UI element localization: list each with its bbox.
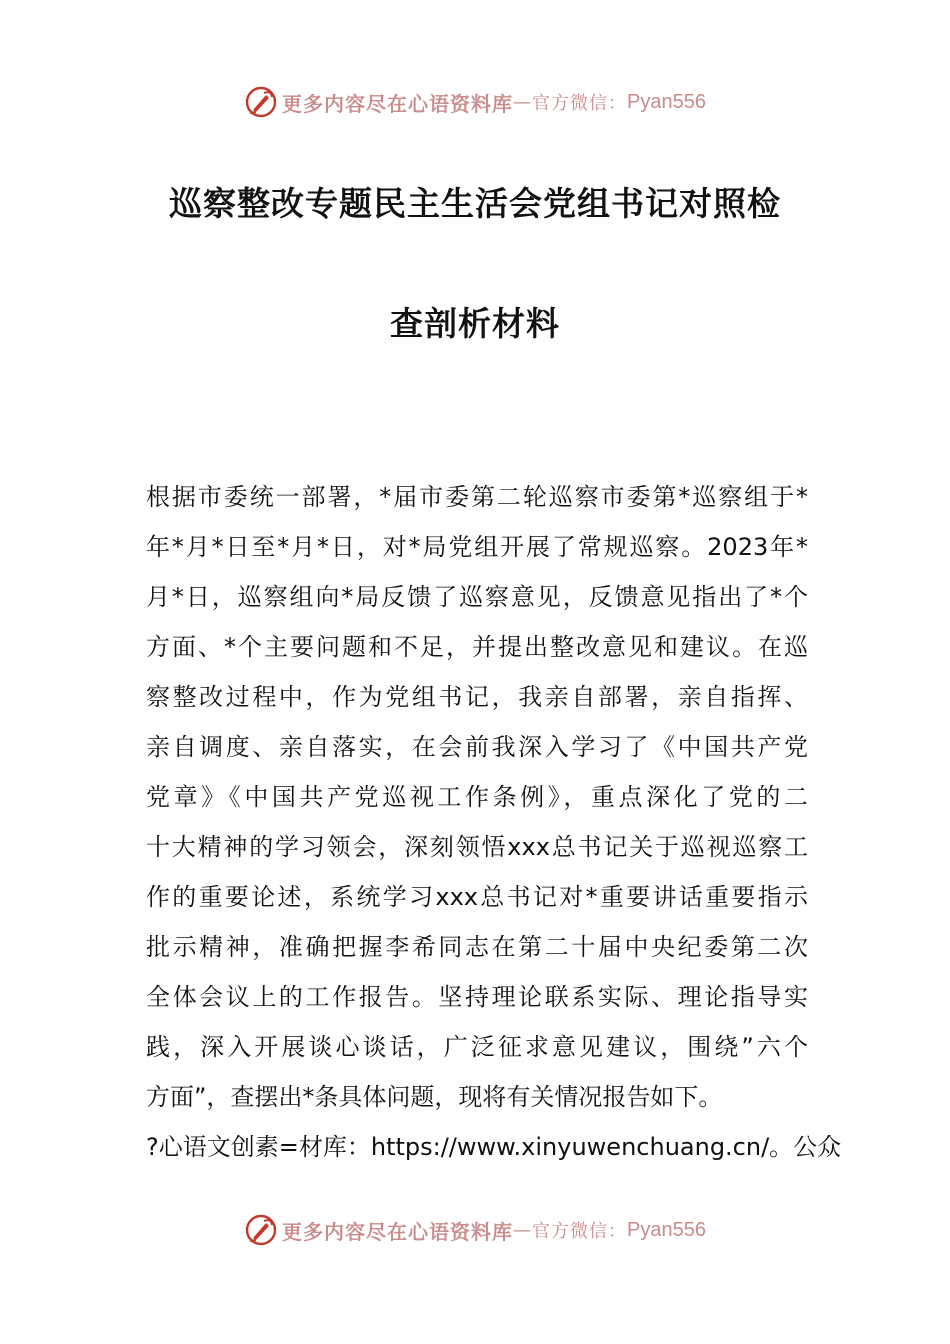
- banner-dash: —: [513, 91, 533, 113]
- body-line: 党章》《中国共产党巡视工作条例》，重点深化了党的二: [146, 783, 808, 811]
- body-line: 察整改过程中，作为党组书记，我亲自部署，亲自指挥、: [146, 683, 808, 711]
- body-paragraph: [146, 472, 842, 1172]
- banner-main-text: 更多内容尽在心语资料库: [282, 91, 514, 116]
- body-line: 月*日，巡察组向*局反馈了巡察意见，反馈意见指出了*个: [146, 583, 808, 611]
- banner-account: Pyan556: [627, 1218, 706, 1241]
- pen-logo-icon: [244, 85, 278, 119]
- document-title-line-1: 巡察整改专题民主生活会党组书记对照检: [169, 184, 781, 223]
- body-line: 亲自调度、亲自落实，在会前我深入学习了《中国共产党: [146, 733, 808, 761]
- source-link-line: ?心语文创素=材库：https://www.xinyuwenchuang.cn/。公众: [146, 1133, 842, 1161]
- body-line: 方面、*个主要问题和不足，并提出整改意见和建议。在巡: [146, 633, 808, 661]
- body-line: 十大精神的学习领会，深刻领悟xxx总书记关于巡视巡察工: [146, 833, 808, 861]
- footer-watermark-banner: [0, 1210, 950, 1250]
- banner-dash: —: [513, 1219, 533, 1241]
- body-line: 批示精神，准确把握李希同志在第二十届中央纪委第二次: [146, 933, 808, 961]
- document-title-line-2: 查剖析材料: [390, 304, 560, 343]
- banner-sub-text: 官方微信：: [532, 93, 628, 114]
- pen-logo-icon: [244, 1213, 278, 1247]
- body-line: 全体会议上的工作报告。坚持理论联系实际、理论指导实: [146, 983, 808, 1011]
- body-line: 根据市委统一部署，*届市委第二轮巡察市委第*巡察组于*: [146, 483, 808, 511]
- banner-account: Pyan556: [627, 90, 706, 113]
- body-line: 践，深入开展谈心谈话，广泛征求意见建议，围绕”六个: [146, 1033, 808, 1061]
- banner-main-text: 更多内容尽在心语资料库: [282, 1219, 514, 1244]
- body-line: 年*月*日至*月*日，对*局党组开展了常规巡察。2023年*: [146, 533, 808, 561]
- body-line: 作的重要论述，系统学习xxx总书记对*重要讲话重要指示: [146, 883, 808, 911]
- banner-sub-text: 官方微信：: [532, 1221, 628, 1242]
- body-line: 方面”，查摆出*条具体问题，现将有关情况报告如下。: [146, 1083, 723, 1111]
- header-watermark-banner: [0, 82, 950, 122]
